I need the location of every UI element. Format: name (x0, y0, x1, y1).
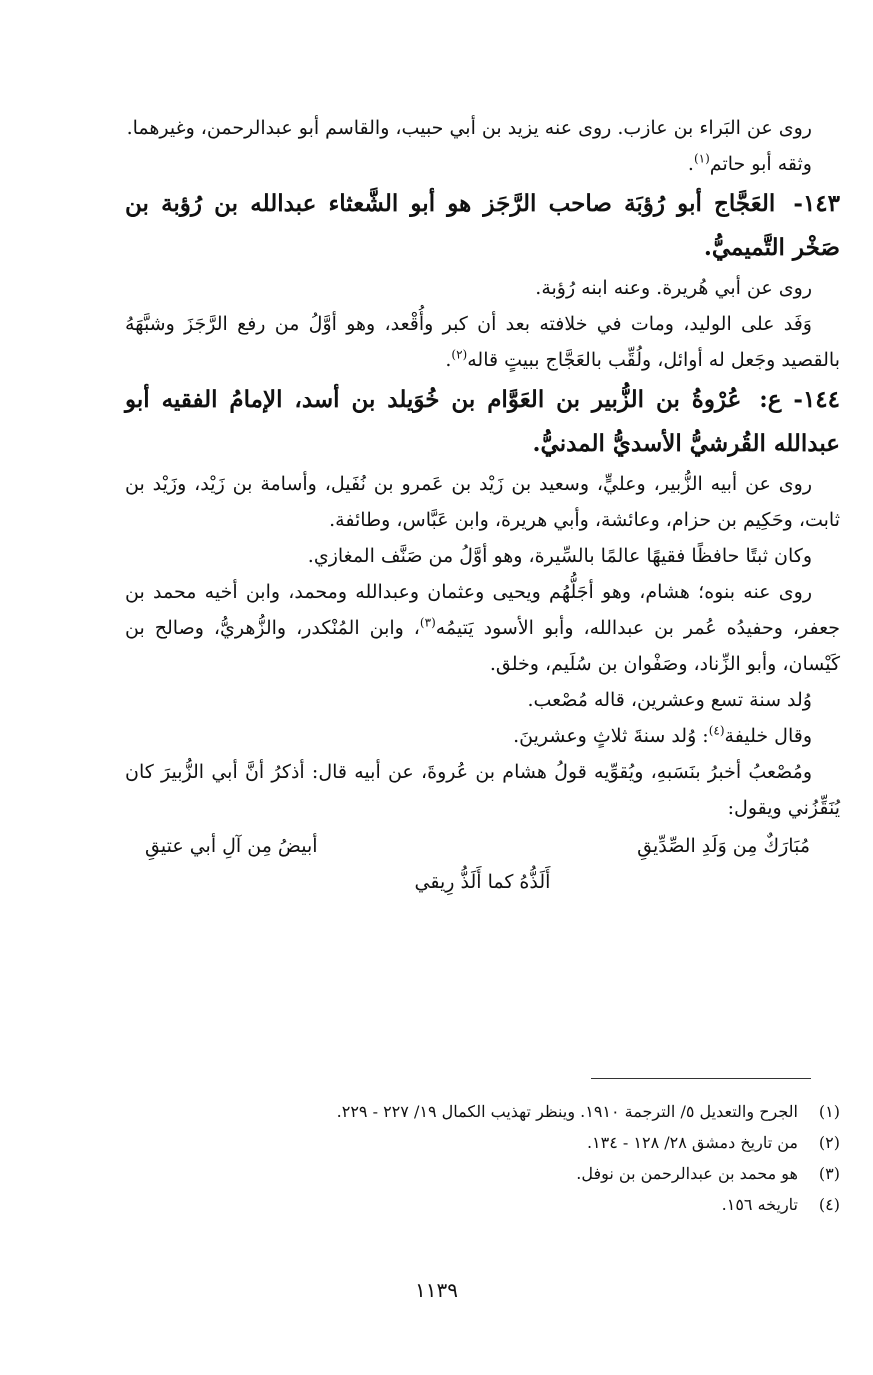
entry-143-number: ١٤٣- (793, 190, 840, 217)
entry-144-paragraph-4: وُلد سنة تسع وعشرين، قاله مُصْعب. (527, 689, 812, 711)
entry-143-paragraph-1: روى عن أبي هُريرة. وعنه ابنه رُؤبة. (535, 277, 812, 299)
entry-143-paragraph-2: وَفَد على الوليد، ومات في خلافته بعد أن كبر وأُقْعد، وهو أوَّلُ من رفع الرَّجَزَ وشبَّهَهُ بالقصيد وجَعل له أوائل، ولُقِّب بالعَجَّاج ببيتٍ قاله$^{(٢)}$. (125, 313, 840, 371)
footnote-text: هو محمد بن عبدالرحمن بن نوفل. (576, 1164, 798, 1183)
entry-144-paragraph-3 (125, 574, 840, 682)
entry-143-heading (125, 182, 840, 270)
footnote-number: (٢) (818, 1133, 840, 1152)
poem-line-1 (125, 828, 840, 864)
footnotes (150, 1096, 840, 1220)
entry-143-text: وَفَد على الوليد، ومات في خلافته بعد أن كبر وأُقْعد، وهو أوَّلُ من رفع الرَّجَزَ وشبَّهَهُ بالقصيد وجَعل له أوائل، ولُقِّب بالعَجَّاج ببيتٍ قاله (125, 313, 840, 371)
footnote-number: (٣) (818, 1164, 840, 1183)
footnote-2 (150, 1127, 840, 1158)
entry-144-p3-text-a: روى عنه بنوه؛ هشام، وهو أجَلُّهُم ويحيى وعثمان وعبدالله ومحمد، وابن أخيه محمد بن جعفر، وحفيدُه عُمر بن عبدالله، وأبو الأسود يَتيمُه (125, 581, 840, 639)
footnote-3 (150, 1158, 840, 1189)
poem-hemistich-left: أبيضُ مِن آلِ أبي عتيقِ (145, 835, 318, 857)
entry-144-p5-text-b: : وُلد سنةَ ثلاثٍ وعشرينَ. (513, 725, 709, 747)
footnote-text: الجرح والتعديل ٥/ الترجمة ١٩١٠. وينظر تهذيب الكمال ١٩/ ٢٢٧ - ٢٢٩. (336, 1102, 798, 1121)
entry-144-paragraph-1: روى عن أبيه الزُّبير، وعليٍّ، وسعيد بن زَيْد بن عَمرو بن نُفَيل، وأسامة بن زَيْد، وزَيْد بن ثابت، وحَكِيم بن حزام، وعائشة، وأبي هريرة، وابن عَبَّاس، وطائفة. (125, 473, 840, 531)
footnote-ref-2[interactable]: (٢) (451, 347, 468, 362)
footnote-ref-3[interactable]: (٣) (419, 615, 436, 630)
footnote-text: من تاريخ دمشق ٢٨/ ١٢٨ - ١٣٤. (586, 1133, 798, 1152)
entry-144-number: ١٤٤- ع: (759, 386, 840, 413)
trust-text: وثقه أبو حاتم (709, 153, 812, 175)
entry-144-p3-text-b: ، وابن المُنْكدر، والزُّهريُّ، وصالح بن كَيْسان، وأبو الزِّناد، وصَفْوان بن سُلَيم، وخلق. (125, 617, 840, 675)
entry-144-paragraph-2: وكان ثبتًا حافظًا فقيهًا عالمًا بالسِّيرة، وهو أوَّلُ من صَنَّف المغازي. (307, 545, 812, 567)
entry-144-heading (125, 378, 840, 466)
entry-144-paragraph-5 (125, 718, 840, 754)
footnote-1 (150, 1096, 840, 1127)
footnote-text: تاريخه ١٥٦. (721, 1195, 798, 1214)
poem-line-2: أَلَذُّهُ كما أَلَذُّ رِيقي (414, 871, 551, 893)
poem-hemistich-right: مُبَارَكٌ مِن وَلَدِ الصِّدِّيقِ (637, 835, 810, 857)
entry-144-paragraph-6: ومُصْعبُ أخبرُ بنَسَبهِ، ويُقوِّيه قولُ هشام بن عُروةَ، عن أبيه قال: أذكرُ أنَّ أبي الزُّبيرَ كان يُنَقِّزُني ويقول: (125, 761, 840, 819)
footnote-ref-1[interactable]: (١) (693, 151, 710, 166)
footnote-separator (591, 1078, 811, 1079)
footnote-number: (١) (818, 1102, 840, 1121)
entry-143-title: العَجَّاج أبو رُؤبَة صاحب الرَّجَز هو أبو الشَّعثاء عبدالله بن رُؤبة بن صَخْر التَّميميُّ. (125, 190, 840, 261)
page-number: ١١٣٩ (415, 1278, 458, 1302)
footnote-ref-4[interactable]: (٤) (708, 723, 725, 738)
entry-144-p5-text-a: وقال خليفة (724, 725, 812, 747)
footnote-number: (٤) (818, 1195, 840, 1214)
paragraph-trust: وثقه أبو حاتم$^{(١)}$. (687, 151, 812, 175)
paragraph-narration: روى عن البَراء بن عازب. روى عنه يزيد بن أبي حبيب، والقاسم أبو عبدالرحمن، وغيرهما. (126, 117, 812, 139)
main-text (125, 110, 840, 900)
footnote-4 (150, 1189, 840, 1220)
entry-144-title: عُرْوةُ بن الزُّبير بن العَوَّام بن خُوَيلد بن أسد، الإمامُ الفقيه أبو عبدالله القُرشيُّ الأسديُّ المدنيُّ. (125, 386, 840, 457)
